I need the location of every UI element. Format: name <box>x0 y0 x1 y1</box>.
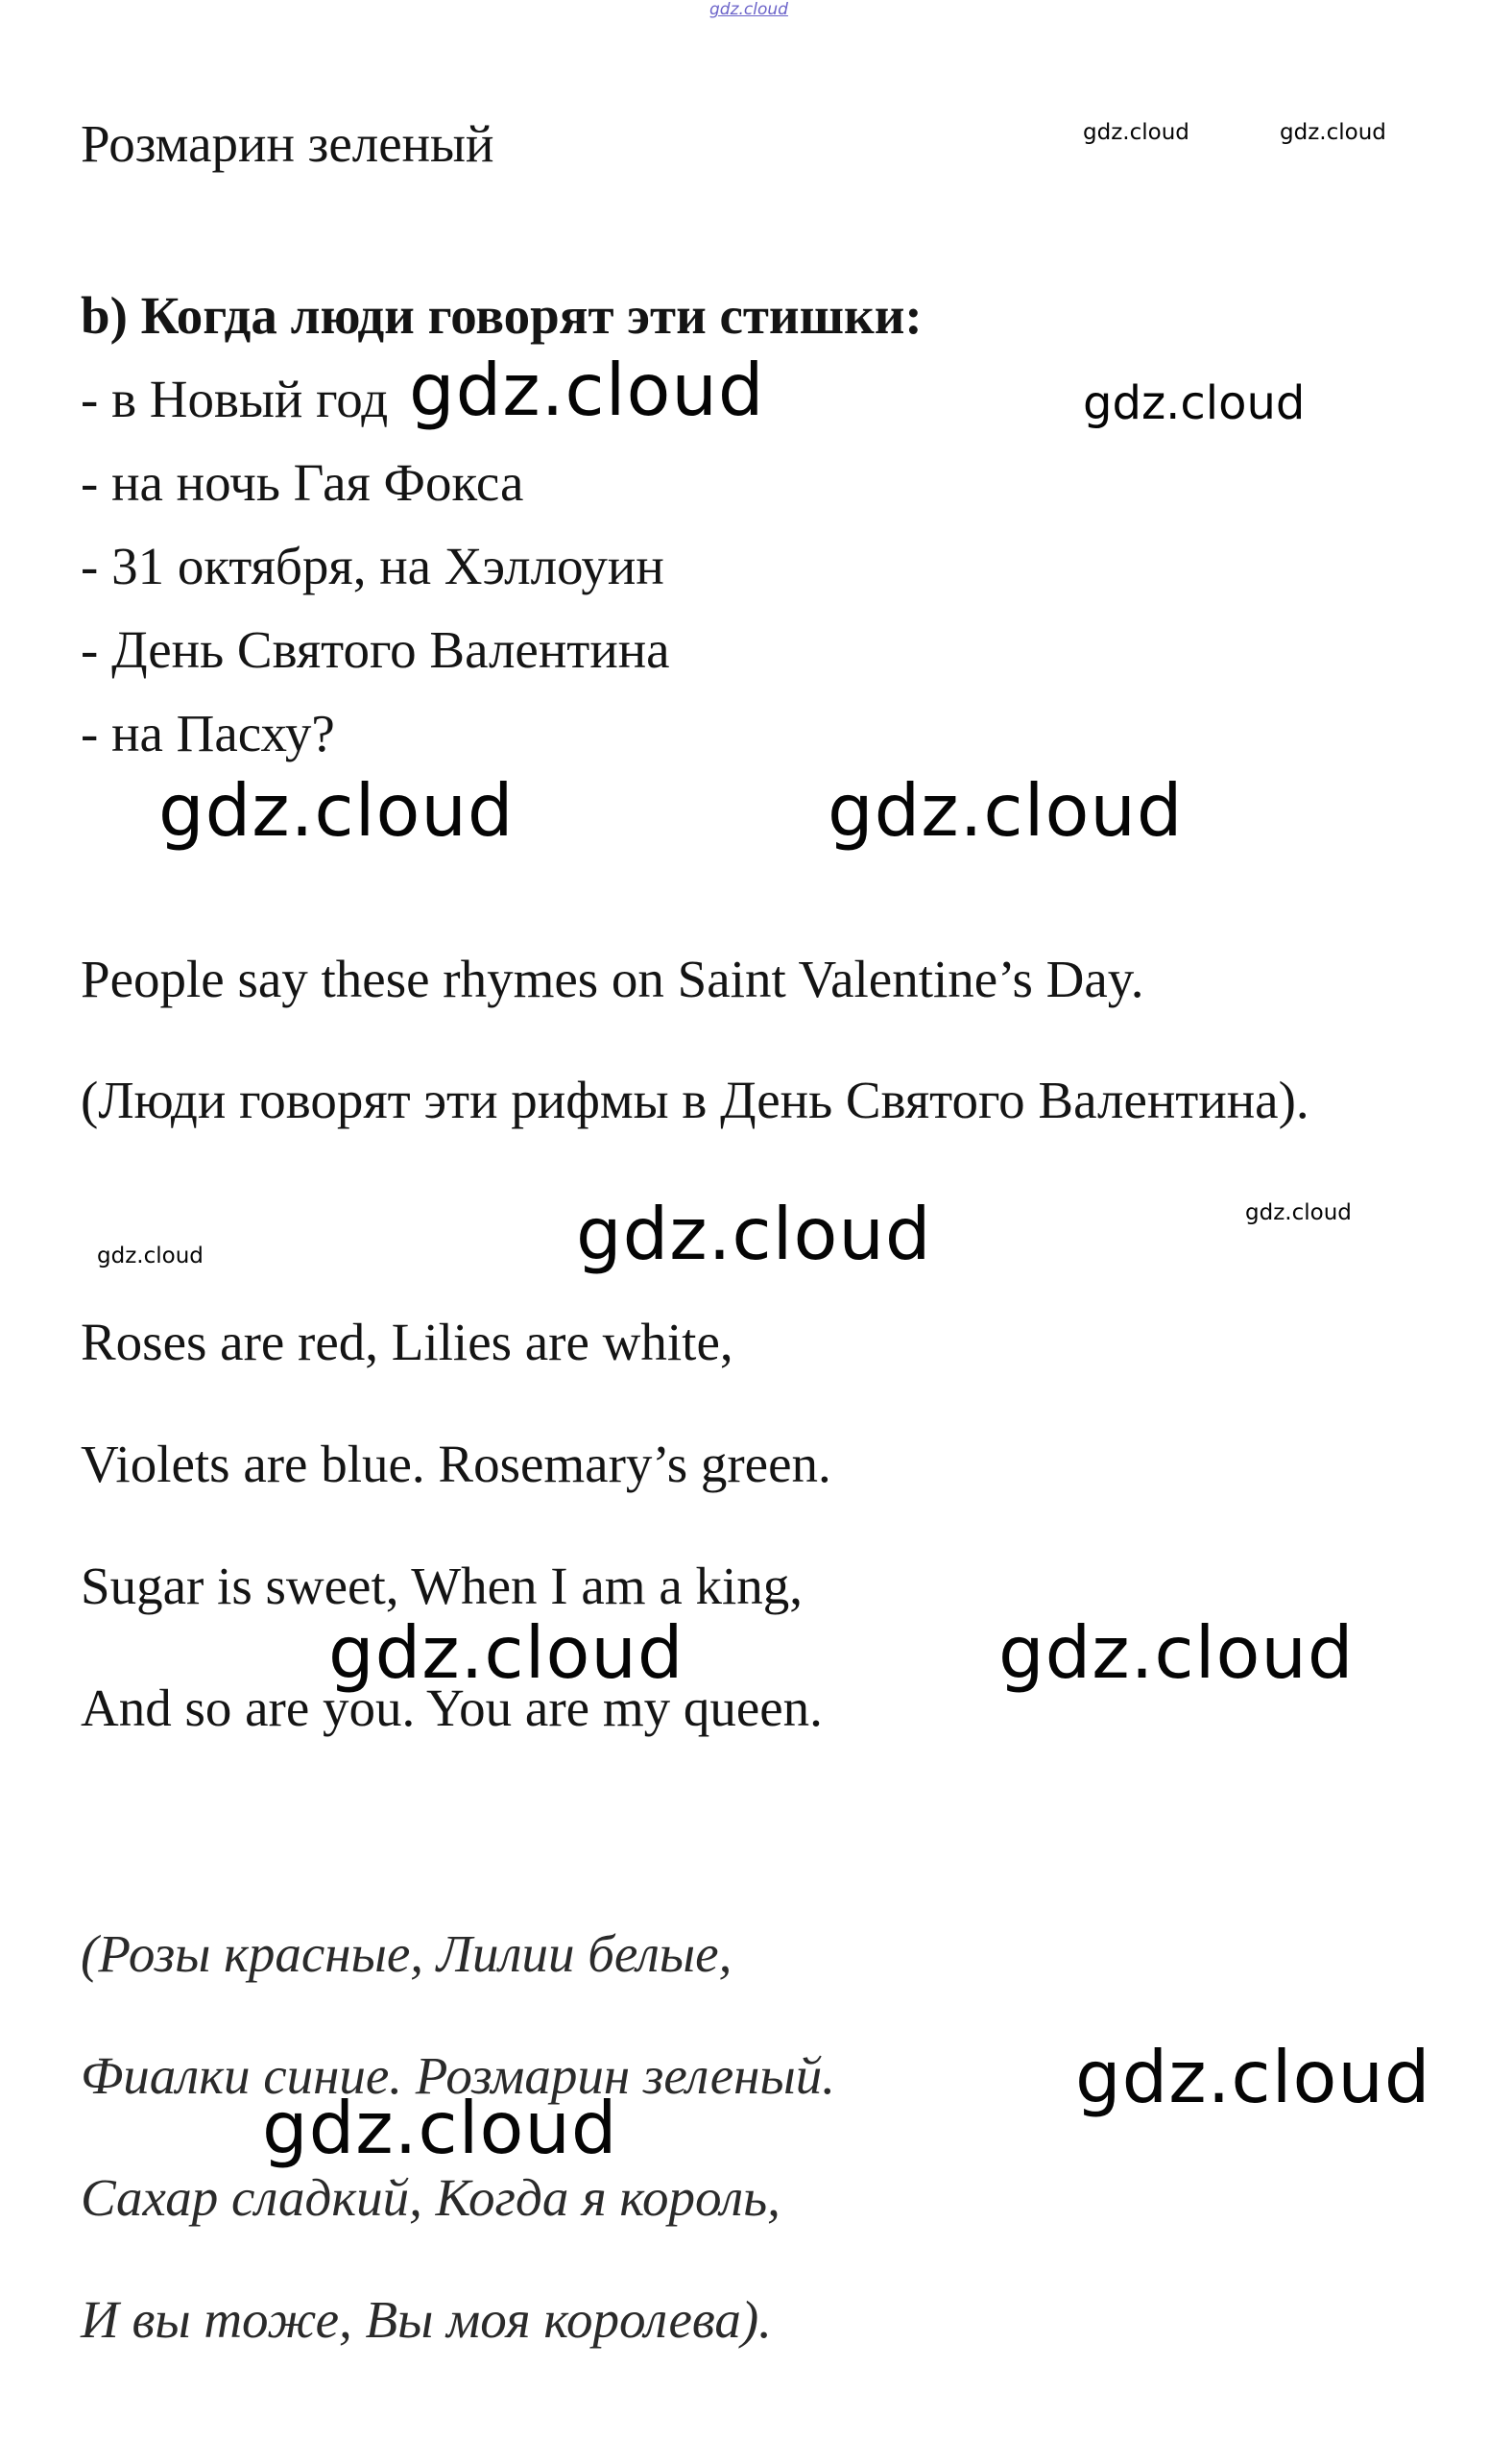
watermark: gdz.cloud <box>1245 1200 1352 1225</box>
watermark: gdz.cloud <box>1280 120 1386 145</box>
watermark: gdz.cloud <box>409 348 765 432</box>
poem-english-line: Sugar is sweet, When I am a king, <box>81 1557 804 1615</box>
watermark: gdz.cloud <box>97 1244 204 1268</box>
question-b-option: - на ночь Гая Фокса <box>81 453 524 512</box>
question-b-title: b) Когда люди говорят эти стишки: <box>81 286 923 345</box>
watermark: gdz.cloud <box>262 2086 618 2170</box>
poem-english-line: Violets are blue. Rosemary’s green. <box>81 1435 831 1493</box>
answer-a-tail: Розмарин зеленый <box>81 114 494 173</box>
site-link[interactable]: gdz.cloud <box>709 0 788 19</box>
poem-russian-line: Фиалки синие. Розмарин зеленый. <box>81 2046 835 2105</box>
watermark: gdz.cloud <box>998 1610 1355 1695</box>
question-b-option: - 31 октября, на Хэллоуин <box>81 537 664 595</box>
question-b-option: - на Пасху? <box>81 704 335 762</box>
watermark: gdz.cloud <box>828 768 1184 853</box>
watermark: gdz.cloud <box>1083 376 1306 430</box>
poem-english-line: And so are you. You are my queen. <box>81 1679 823 1737</box>
watermark: gdz.cloud <box>158 768 515 853</box>
poem-russian-line: (Розы красные, Лилии белые, <box>81 1924 732 1983</box>
answer-b-english: People say these rhymes on Saint Valentine’s Day. <box>81 950 1144 1008</box>
poem-english-line: Roses are red, Lilies are white, <box>81 1313 733 1371</box>
answer-b-russian: (Люди говорят эти рифмы в День Святого Валентина). <box>81 1071 1309 1129</box>
watermark: gdz.cloud <box>1083 120 1189 145</box>
watermark: gdz.cloud <box>1075 2035 1431 2119</box>
watermark: gdz.cloud <box>328 1610 684 1695</box>
question-b-option: - День Святого Валентина <box>81 620 670 679</box>
watermark: gdz.cloud <box>576 1192 932 1276</box>
poem-russian-line: И вы тоже, Вы моя королева). <box>81 2290 772 2349</box>
question-b-option: - в Новый год <box>81 370 389 428</box>
poem-russian-line: Сахар сладкий, Когда я король, <box>81 2168 781 2227</box>
